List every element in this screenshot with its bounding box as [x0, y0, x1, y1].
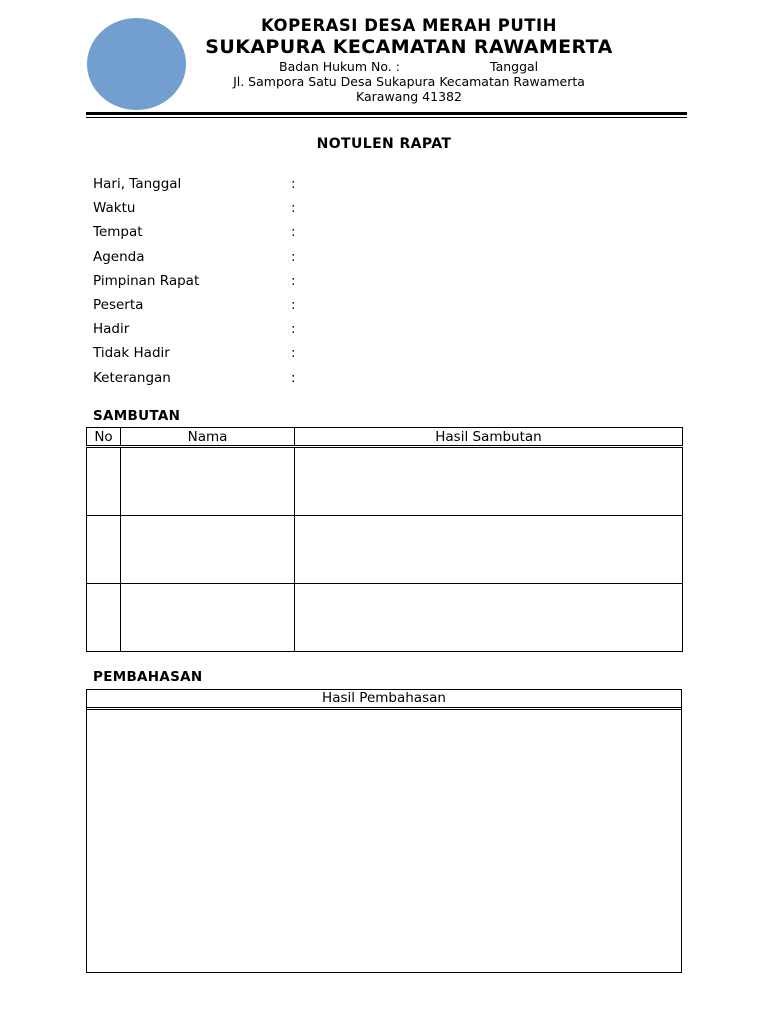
- header-divider-thick: [86, 112, 687, 115]
- field-label: Keterangan: [93, 369, 171, 386]
- header-divider-thin: [86, 117, 687, 118]
- table-row: [87, 584, 683, 652]
- table-row: [87, 516, 683, 584]
- pembahasan-box: [86, 689, 682, 973]
- org-name-line1: KOPERASI DESA MERAH PUTIH: [261, 16, 557, 35]
- field-colon: :: [291, 200, 296, 217]
- org-name-line2: SUKAPURA KECAMATAN RAWAMERTA: [205, 36, 613, 58]
- sambutan-table: [86, 427, 683, 652]
- column-header-hasil-sambutan: Hasil Sambutan: [295, 428, 683, 447]
- column-header-no: No: [87, 428, 121, 447]
- legal-number-label: Badan Hukum No. :: [279, 59, 400, 74]
- field-colon: :: [291, 248, 296, 265]
- pembahasan-header: Hasil Pembahasan: [87, 690, 681, 710]
- field-label: Waktu: [93, 200, 136, 217]
- legal-date-label: Tanggal: [490, 59, 539, 74]
- table-header-row: [87, 428, 683, 447]
- address-line1: Jl. Sampora Satu Desa Sukapura Kecamatan Rawamerta: [233, 74, 585, 89]
- table-cell: [87, 584, 121, 652]
- field-label: Pimpinan Rapat: [93, 272, 200, 289]
- table-cell: [121, 447, 295, 516]
- field-label: Tidak Hadir: [93, 345, 170, 362]
- column-header-nama: Nama: [121, 428, 295, 447]
- table-cell: [121, 584, 295, 652]
- address-line2: Karawang 41382: [356, 89, 462, 104]
- table-cell: [121, 516, 295, 584]
- field-colon: :: [291, 321, 296, 338]
- table-row: [87, 447, 683, 516]
- field-colon: :: [291, 296, 296, 313]
- field-colon: :: [291, 272, 296, 289]
- field-label: Hadir: [93, 321, 130, 338]
- logo: [87, 18, 186, 110]
- field-colon: :: [291, 224, 296, 241]
- table-cell: [295, 447, 683, 516]
- field-colon: :: [291, 345, 296, 362]
- pembahasan-title: PEMBAHASAN: [93, 669, 203, 685]
- field-label: Peserta: [93, 296, 144, 313]
- table-cell: [295, 516, 683, 584]
- field-label: Hari, Tanggal: [93, 176, 182, 192]
- table-cell: [87, 516, 121, 584]
- letterhead: [190, 16, 628, 104]
- document-title: NOTULEN RAPAT: [316, 136, 452, 152]
- table-cell: [87, 447, 121, 516]
- field-label: Agenda: [93, 248, 145, 265]
- field-colon: :: [291, 369, 296, 386]
- sambutan-title: SAMBUTAN: [93, 408, 181, 424]
- legal-row: [190, 59, 628, 74]
- field-label: Tempat: [93, 224, 143, 241]
- table-cell: [295, 584, 683, 652]
- field-colon: :: [291, 176, 296, 192]
